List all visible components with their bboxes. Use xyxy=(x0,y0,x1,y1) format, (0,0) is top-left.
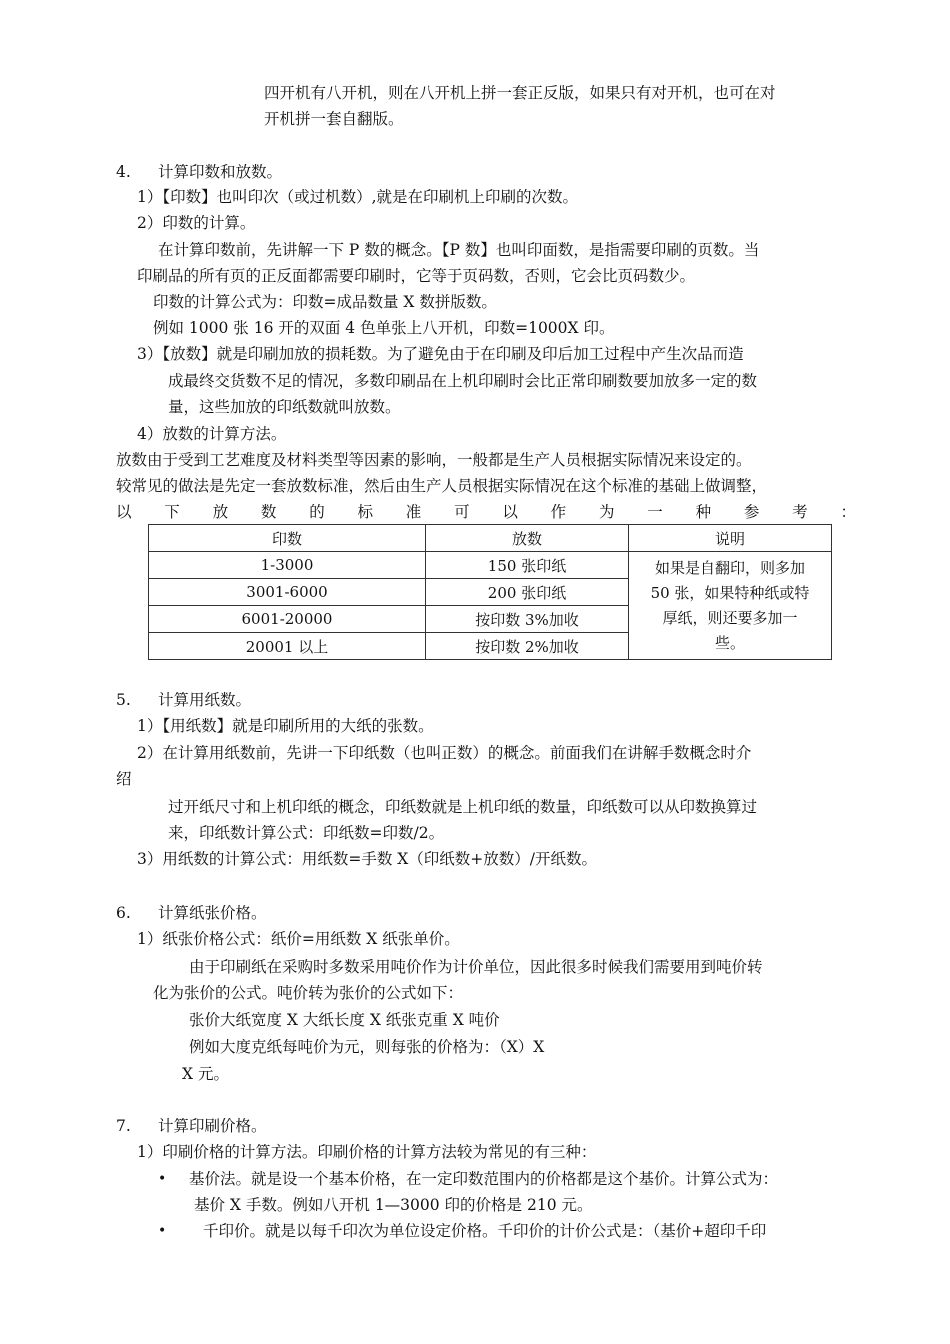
table-cell: 按印数 2%加收 xyxy=(426,633,629,660)
table-cell: 1-3000 xyxy=(149,552,426,579)
note-line: 厚纸，则还要多加一 xyxy=(662,608,798,627)
justified-line xyxy=(116,501,856,523)
table-cell: 按印数 3%加收 xyxy=(426,606,629,633)
text-line: 放数由于受到工艺难度及材料类型等因素的影响，一般都是生产人员根据实际情况来设定的。 xyxy=(116,451,752,469)
text-line: 基价 X 手数。例如八开机 1—3000 印的价格是 210 元。 xyxy=(194,1196,593,1214)
char: 作 xyxy=(550,503,567,521)
table-cell: 3001-6000 xyxy=(149,579,426,606)
text-line: X 元。 xyxy=(182,1065,229,1083)
section-number: 5. xyxy=(116,691,131,709)
char: 参 xyxy=(743,503,760,521)
table-cell: 200 张印纸 xyxy=(426,579,629,606)
bullet-icon: • xyxy=(158,1171,167,1187)
text-line: 成最终交货数不足的情况，多数印刷品在上机印刷时会比正常印刷数要加放多一定的数 xyxy=(168,372,758,390)
text-line: 开机拼一套自翻版。 xyxy=(264,110,404,128)
column-header: 说明 xyxy=(629,525,832,552)
text-line: 基价法。就是设一个基本价格，在一定印数范围内的价格都是这个基价。计算公式为： xyxy=(189,1170,779,1188)
table-cell: 150 张印纸 xyxy=(426,552,629,579)
note-line: 如果是自翻印，则多加 xyxy=(654,558,805,577)
text-line: 较常见的做法是先定一套放数标准，然后由生产人员根据实际情况在这个标准的基础上做调整， xyxy=(116,477,768,495)
text-line: 绍 xyxy=(116,770,132,788)
text-line: 化为张价的公式。吨价转为张价的公式如下： xyxy=(153,984,464,1002)
section-number: 4. xyxy=(116,163,131,181)
char: 的 xyxy=(309,503,325,521)
section-heading: 计算纸张价格。 xyxy=(158,904,267,922)
table-header-row xyxy=(149,525,832,552)
char: ： xyxy=(840,503,856,521)
section-heading: 计算用纸数。 xyxy=(158,691,252,709)
section-heading: 计算印刷价格。 xyxy=(158,1117,267,1135)
text-line: 量，这些加放的印纸数就叫放数。 xyxy=(168,398,401,416)
text-line: 1）印刷价格的计算方法。印刷价格的计算方法较为常见的有三种： xyxy=(137,1143,597,1161)
char: 为 xyxy=(598,503,615,521)
table-cell: 20001 以上 xyxy=(149,633,426,660)
text-line: 1）纸张价格公式：纸价=用纸数 X 纸张单价。 xyxy=(137,930,460,948)
table-cell: 6001-20000 xyxy=(149,606,426,633)
column-header: 放数 xyxy=(426,525,629,552)
char: 可 xyxy=(454,503,470,521)
table-note xyxy=(629,552,832,660)
text-line: 3）用纸数的计算公式：用纸数=手数 X（印纸数+放数）/开纸数。 xyxy=(137,850,598,868)
text-line: 例如大度克纸每吨价为元，则每张的价格为：（X）X xyxy=(189,1038,545,1056)
text-line: 2）印数的计算。 xyxy=(137,214,256,232)
allowance-table xyxy=(148,524,832,660)
text-line: 例如 1000 张 16 开的双面 4 色单张上八开机，印数=1000X 印。 xyxy=(153,319,615,337)
char: 种 xyxy=(695,503,712,521)
column-header: 印数 xyxy=(149,525,426,552)
section-number: 6. xyxy=(116,904,131,922)
text-line: 印数的计算公式为：印数=成品数量 X 数拼版数。 xyxy=(153,293,497,311)
char: 数 xyxy=(260,503,277,521)
char: 一 xyxy=(647,503,663,521)
char: 准 xyxy=(405,503,422,521)
char: 考 xyxy=(792,503,808,521)
section-number: 7. xyxy=(116,1117,131,1135)
text-line: 张价大纸宽度 X 大纸长度 X 纸张克重 X 吨价 xyxy=(189,1011,500,1029)
text-line: 千印价。就是以每千印次为单位设定价格。千印价的计价公式是：（基价+超印千印 xyxy=(203,1222,767,1240)
text-line: 来，印纸数计算公式：印纸数=印数/2。 xyxy=(168,824,445,842)
text-line: 在计算印数前，先讲解一下 P 数的概念。【P 数】也叫印面数，是指需要印刷的页数。当 xyxy=(158,241,760,259)
text-line: 3）【放数】就是印刷加放的损耗数。为了避免由于在印刷及印后加工过程中产生次品而造 xyxy=(137,345,744,363)
text-line: 过开纸尺寸和上机印纸的概念，印纸数就是上机印纸的数量，印纸数可以从印数换算过 xyxy=(168,798,758,816)
note-line: 50 张，如果特种纸或特 xyxy=(650,583,810,602)
text-line: 印刷品的所有页的正反面都需要印刷时，它等于页码数，否则，它会比页码数少。 xyxy=(137,267,696,285)
text-line: 4）放数的计算方法。 xyxy=(137,425,287,443)
text-line: 1）【印数】也叫印次（或过机数）,就是在印刷机上印刷的次数。 xyxy=(137,188,579,206)
table-row xyxy=(149,552,832,579)
char: 放 xyxy=(212,503,229,521)
note-line: 些。 xyxy=(714,633,745,652)
char: 下 xyxy=(164,503,180,521)
char: 以 xyxy=(116,503,132,521)
text-line: 由于印刷纸在采购时多数采用吨价作为计价单位，因此很多时候我们需要用到吨价转 xyxy=(189,958,763,976)
text-line: 2）在计算用纸数前，先讲一下印纸数（也叫正数）的概念。前面我们在讲解手数概念时介 xyxy=(137,744,752,762)
bullet-icon: • xyxy=(158,1223,167,1239)
char: 以 xyxy=(502,503,518,521)
text-line: 1）【用纸数】就是印刷所用的大纸的张数。 xyxy=(137,717,434,735)
section-heading: 计算印数和放数。 xyxy=(158,163,283,181)
text-line: 四开机有八开机，则在八开机上拼一套正反版，如果只有对开机，也可在对 xyxy=(264,84,776,102)
char: 标 xyxy=(357,503,373,521)
